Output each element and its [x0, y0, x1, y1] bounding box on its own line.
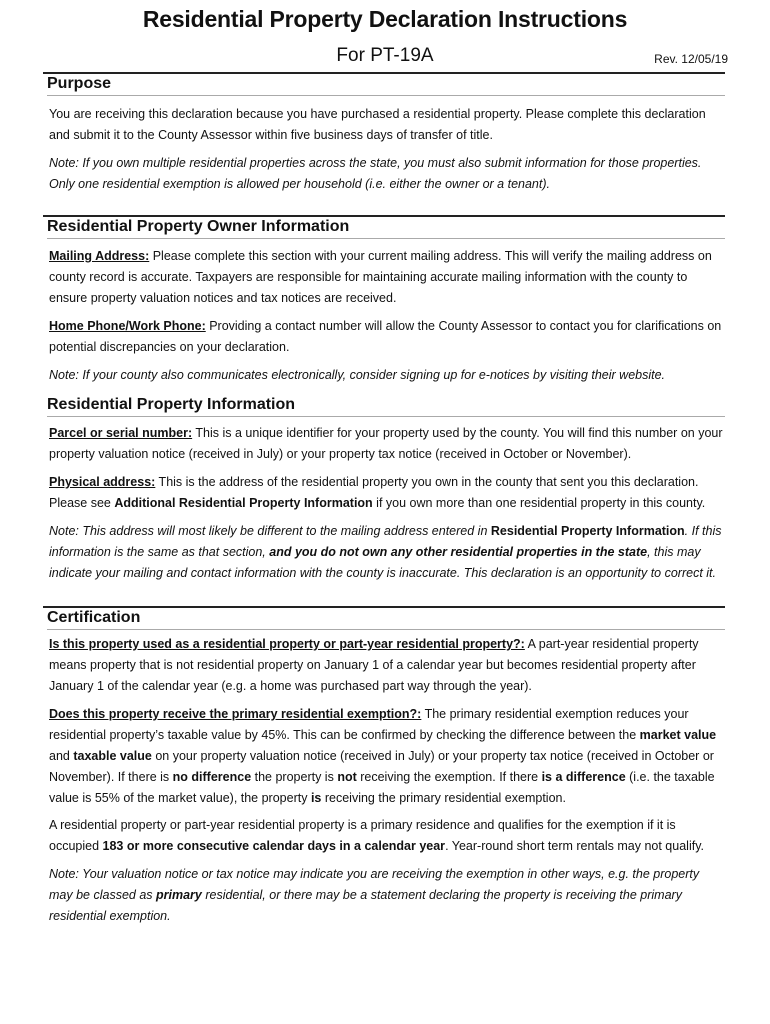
- phone-label: Home Phone/Work Phone:: [49, 319, 206, 333]
- phone-paragraph: Home Phone/Work Phone: Providing a contact number will allow the County Assessor to contact you for clarifications on potential discrepancies on your declaration.: [49, 319, 722, 354]
- purpose-note: Note: If you own multiple residential properties across the state, you must also submit information for those properties. Only one residential exemption is allowed per household (i.e. either the owner or a tenant).: [49, 156, 702, 191]
- certification-note: Note: Your valuation notice or tax notice may indicate you are receiving the exemption in other ways, e.g. the property may be classed as primary residential, or there may be a statement declaring the property is receiving the primary residential exemption.: [49, 867, 700, 923]
- section-heading-owner: Residential Property Owner Information: [43, 215, 725, 239]
- mailing-address-paragraph: Mailing Address: Please complete this section with your current mailing address. This will verify the mailing address on county record is accurate. Taxpayers are responsible for maintaining accurate mailing information with the county to ensure property valuation notices and tax notices are received.: [49, 249, 712, 305]
- page-title: Residential Property Declaration Instructions: [142, 6, 628, 32]
- exemption-question: Does this property receive the primary residential exemption?:: [49, 707, 422, 721]
- residential-use-paragraph: Is this property used as a residential property or part-year residential property?: A part-year residential property means property that is not residential property on January 1 of a calendar year but becomes residential property after January 1 of the calendar year (e.g. a home was purchased part way through the year).: [49, 637, 699, 693]
- parcel-label: Parcel or serial number:: [49, 426, 193, 440]
- physical-address-paragraph: Physical address: This is the address of the residential property you own in the county that sent you this declaration. Please see Additional Residential Property Information if you own more than one residential property in this county.: [49, 475, 706, 510]
- property-note: Note: This address will most likely be different to the mailing address entered in Residential Property Information. If this information is the same as that section, and you do not own any other residential properties in the state, this may indicate your mailing and contact information with the county is inaccurate. This declaration is an opportunity to correct it.: [49, 524, 722, 580]
- parcel-paragraph: Parcel or serial number: This is a unique identifier for your property used by the county. You will find this number on your property valuation notice (received in July) or your property tax notice (received in October or November).: [49, 426, 723, 461]
- purpose-paragraph: You are receiving this declaration because you have purchased a residential property. Please complete this declaration and submit it to the County Assessor within five business days of transfer of title.: [49, 107, 706, 142]
- owner-note: Note: If your county also communicates electronically, consider signing up for e-notices by visiting their website.: [49, 368, 666, 382]
- form-subtitle: For PT-19A: [336, 45, 434, 66]
- section-heading-property: Residential Property Information: [43, 395, 725, 417]
- physical-address-label: Physical address:: [49, 475, 156, 489]
- residential-use-question: Is this property used as a residential property or part-year residential property?:: [49, 637, 525, 651]
- section-heading-certification: Certification: [43, 606, 725, 630]
- exemption-paragraph: Does this property receive the primary residential exemption?: The primary residential exemption reduces your residential property’s taxable value by 45%. This can be confirmed by checking the difference between the market value and taxable value on your property valuation notice (received in July) or your property tax notice (received in October or November). If there is no difference the property is not receiving the exemption. If there is a difference (i.e. the taxable value is 55% of the market value), the property is receiving the primary residential exemption.: [49, 707, 717, 805]
- revision-date: Rev. 12/05/19: [654, 52, 728, 66]
- mailing-address-label: Mailing Address:: [49, 249, 150, 263]
- primary-residence-paragraph: A residential property or part-year residential property is a primary residence and qualifies for the exemption if it is occupied 183 or more consecutive calendar days in a calendar year. Year-round short term rentals may not qualify.: [49, 818, 704, 853]
- section-heading-purpose: Purpose: [43, 72, 725, 96]
